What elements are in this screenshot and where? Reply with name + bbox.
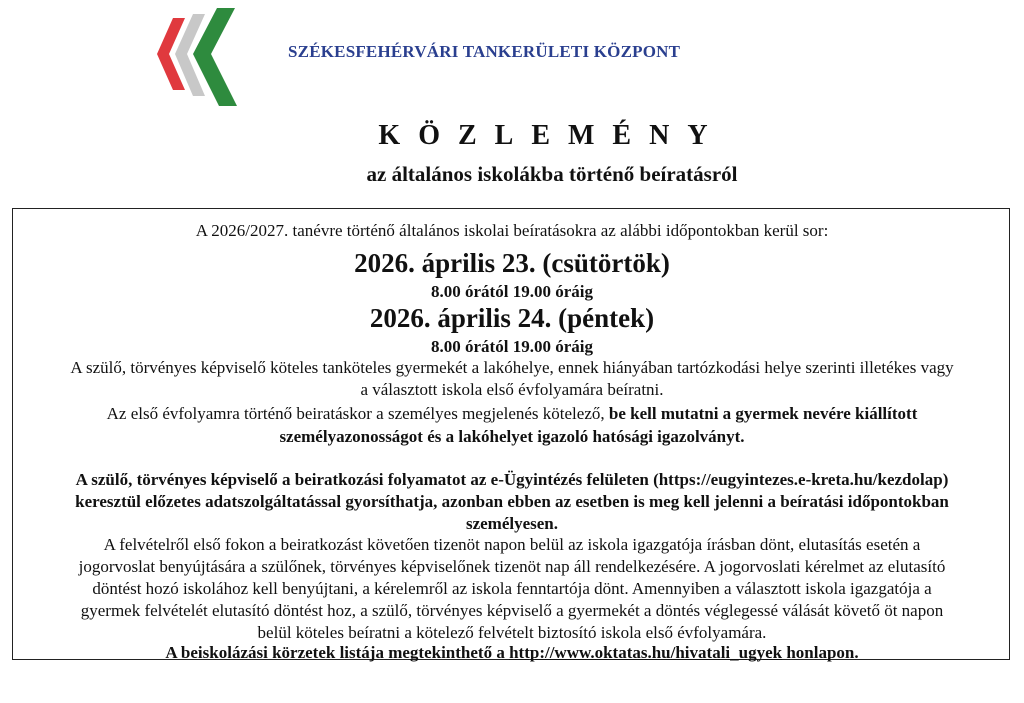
para4-line1: A felvételről első fokon a beiratkozást követően tizenöt napon belül az iskola igazgatója írásban dönt, elutasítás esetén a [103, 535, 921, 554]
final-suffix: honlapon. [782, 643, 859, 662]
page-title: KÖZLEMÉNY [378, 120, 726, 151]
intro-text: A 2026/2027. tanévre történő általános iskolai beíratásokra az alábbi időpontokban kerül sor: [195, 221, 829, 240]
time-2: 8.00 órától 19.00 óráig [431, 337, 593, 356]
para2-line1 [0, 404, 1024, 424]
tankerulet-logo-icon [155, 8, 245, 108]
final-prefix: A beiskolázási körzetek listája megtekinthető a [165, 643, 510, 662]
para2-normal: Az első évfolyamra történő beiratáskor a személyes megjelenés kötelező, [106, 404, 609, 423]
para4-line2: jogorvoslat benyújtására a szülőnek, törvényes képviselőnek tizenöt nap áll rendelkezésére. A jogorvoslati kérelmet az elutasító [78, 557, 946, 576]
date-2: 2026. április 24. (péntek) [369, 303, 655, 333]
para2-line2: személyazonosságot és a lakóhelyet igazoló hatósági igazolványt. [279, 427, 745, 446]
para2-bold-1: be kell mutatni a gyermek nevére kiállított [608, 404, 918, 423]
para4-line5: belül köteles beíratni a kötelező felvételt biztosító iskola első évfolyamára. [257, 623, 767, 642]
para4-line3: döntést hozó iskolához kell benyújtani, a kérelemről az iskola fenntartója dönt. Amennyiben a választott iskola igazgatója a [92, 579, 932, 598]
time-1: 8.00 órától 19.00 óráig [431, 282, 593, 301]
date-1: 2026. április 23. (csütörtök) [354, 248, 670, 278]
org-name: SZÉKESFEHÉRVÁRI TANKERÜLETI KÖZPONT [288, 42, 681, 61]
para3-line1: A szülő, törvényes képviselő a beiratkozási folyamatot az e-Ügyintézés felületen (https://eugyintezes.e-kreta.hu/kezdolap) [75, 470, 949, 489]
para3-line3: személyesen. [465, 514, 559, 533]
para1-line1: A szülő, törvényes képviselő köteles tanköteles gyermekét a lakóhelye, ennek hiányában tartózkodási helye szerinti illetékes vagy [70, 358, 954, 377]
para1-line2: a választott iskola első évfolyamára beíratni. [360, 380, 664, 399]
para3-line2: keresztül előzetes adatszolgáltatással gyorsíthatja, azonban ebben az esetben is meg kell jelenni a beíratási időpontokban [75, 492, 949, 511]
final-line [0, 643, 1024, 663]
para4-line4: gyermek felvételét elutasító döntést hoz, a szülő, törvényes képviselő a gyermekét a döntés véglegessé válását követő öt napon [80, 601, 944, 620]
page-subtitle: az általános iskolákba történő beíratásról [366, 162, 738, 186]
hivatali-ugyek-link[interactable]: http://www.oktatas.hu/hivatali_ugyek [509, 643, 783, 662]
